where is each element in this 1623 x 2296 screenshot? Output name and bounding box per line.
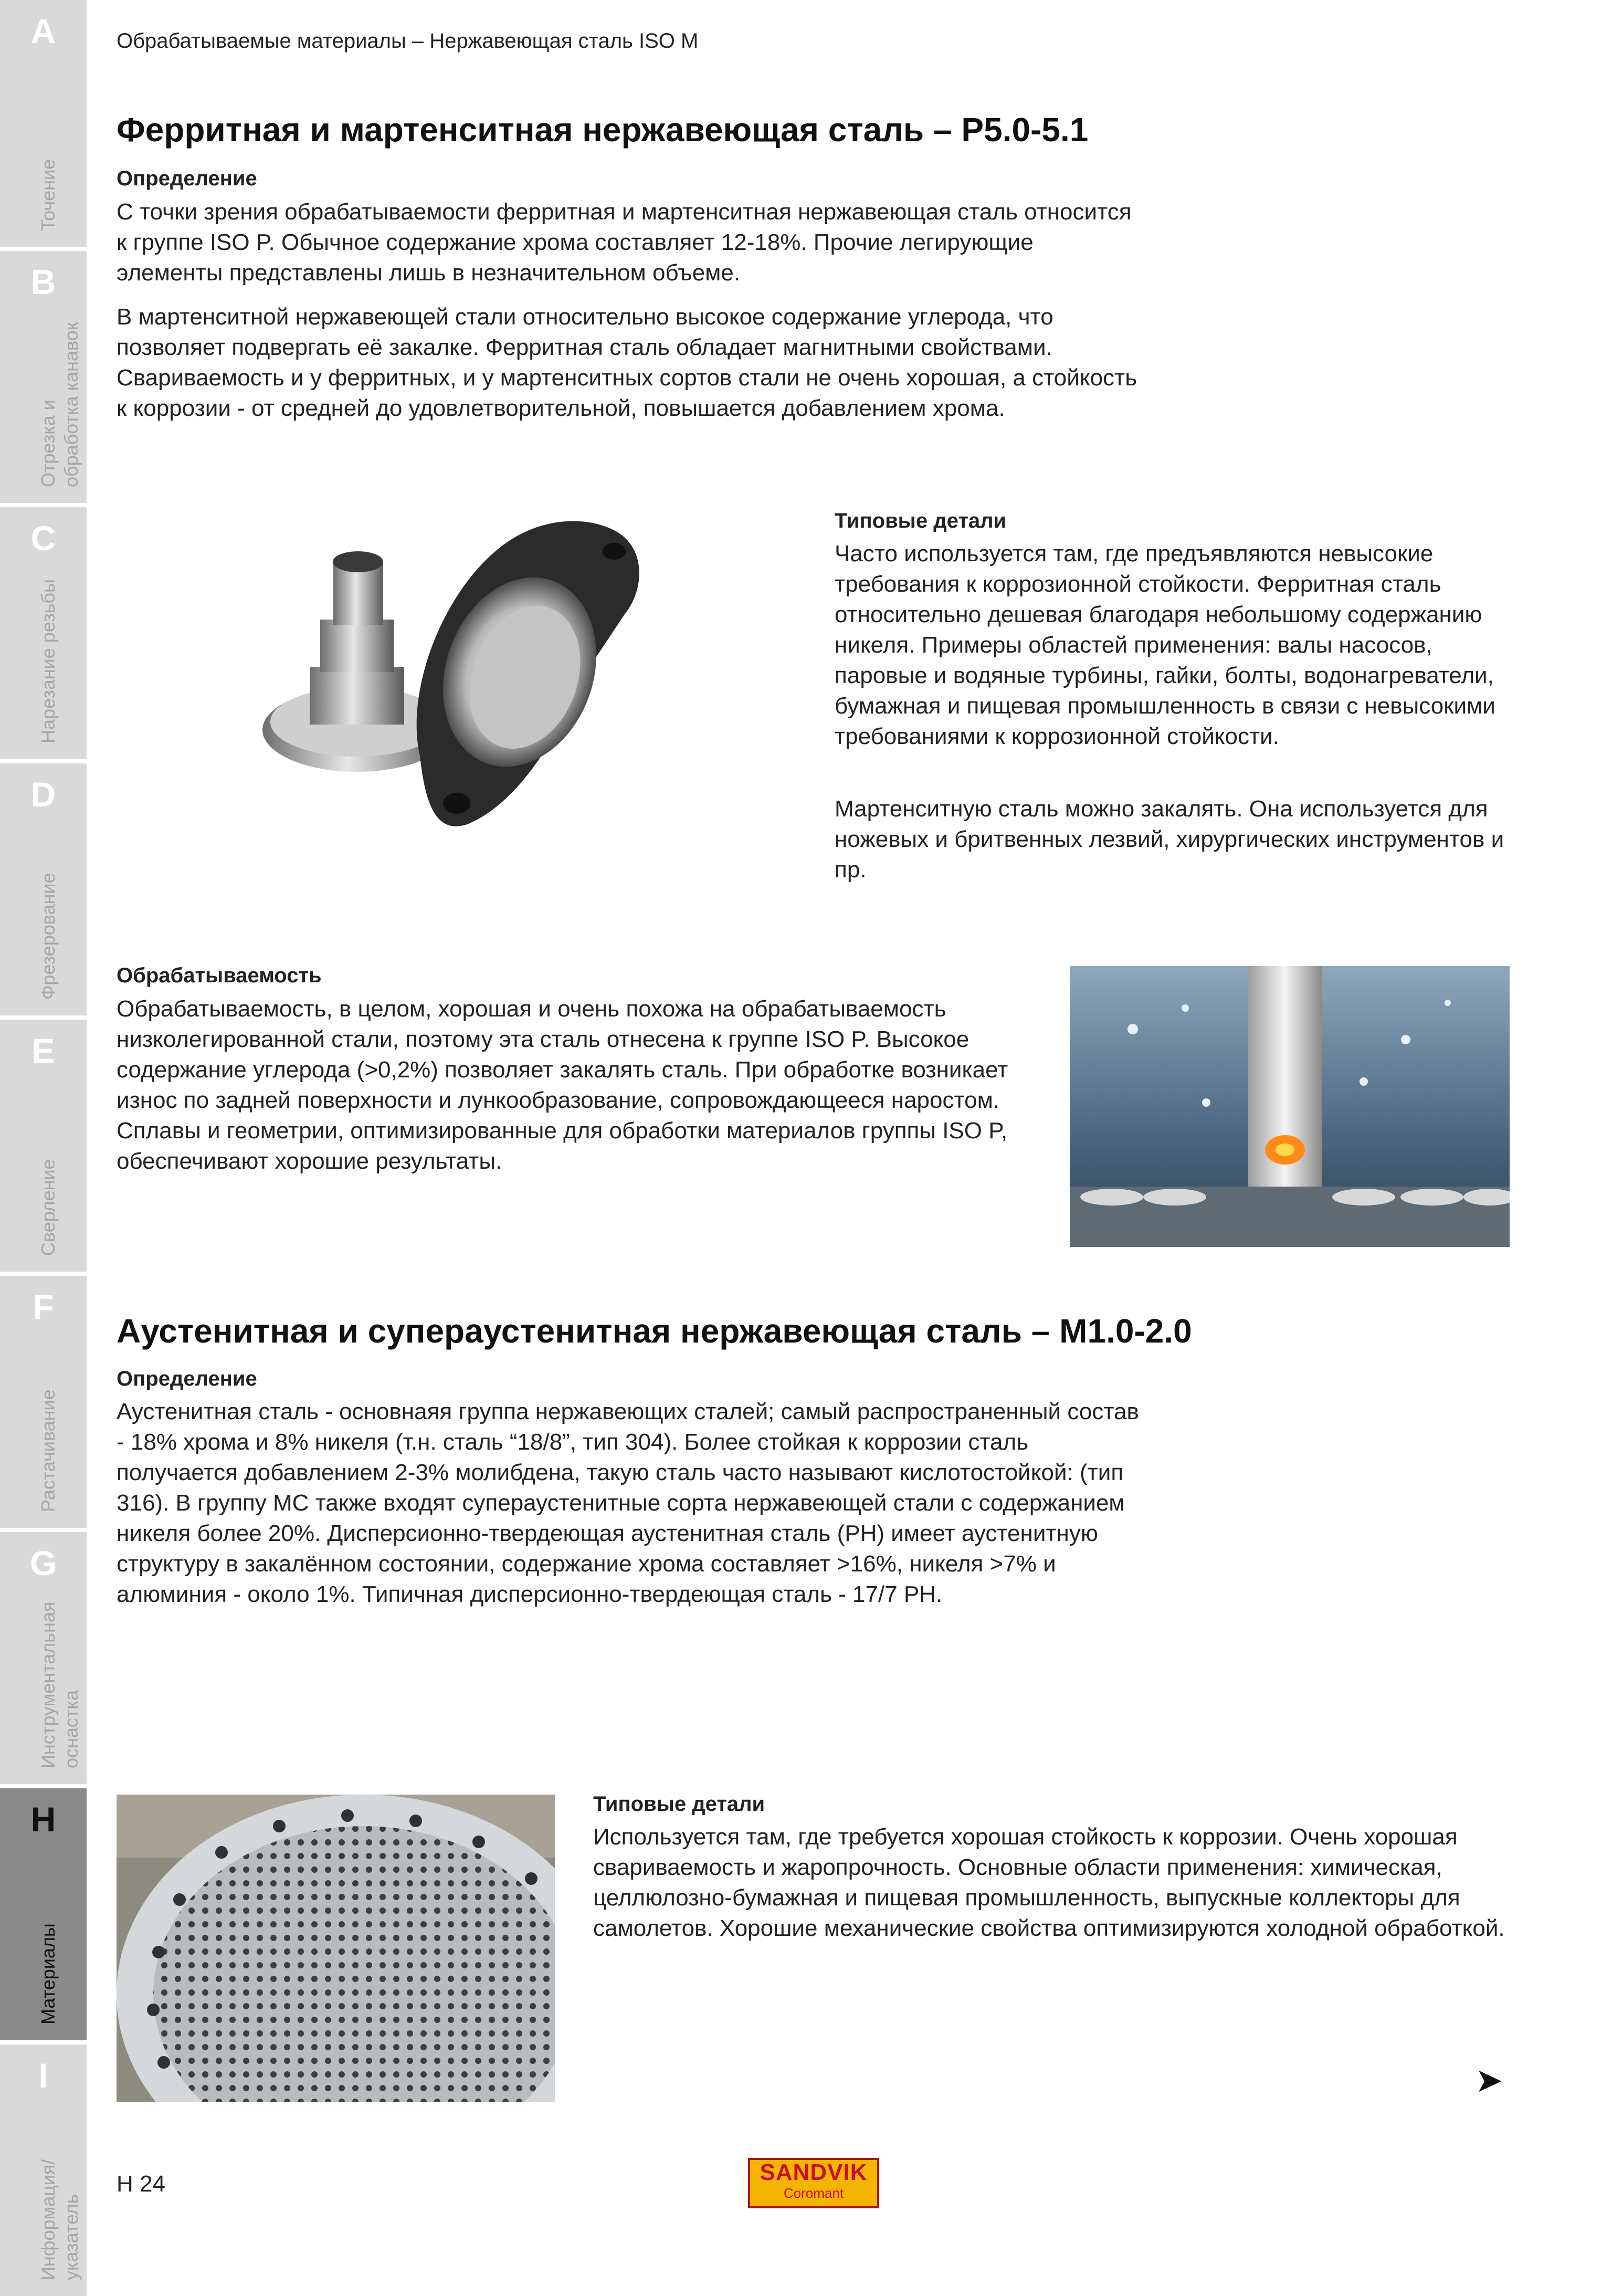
tab-letter: G	[29, 1544, 57, 1582]
sandvik-coromant-logo	[748, 2158, 879, 2208]
definition-paragraph: Аустенитная сталь - основнаяя группа нержавеющих сталей; самый распространенный состав - 18% хрома и 8% никеля (т.н. сталь “18/8”, тип 304). Более стойкая к коррозии сталь получается добавлением 2-3% молибдена, такую сталь часто называют кислотостойкой: (тип 316). В группу MC также входят супераустенитные сорта нержавеющей стали с содержанием никеля более 20%. Дисперсионно-твердеющая аустенитная сталь (PH) имеет аустенитную структуру в закалённом состоянии, содержание хрома составляет >16%, никеля >7% и алюминия - около 1%. Типичная дисперсионно-твердеющая сталь - 17/7 PH.	[117, 1399, 1139, 1607]
tab-letter: H	[30, 1800, 56, 1839]
tab-label: Фрезерование	[37, 873, 59, 1000]
machinability-title: Обрабатываемость	[117, 964, 322, 987]
section-tab-bar	[0, 0, 87, 2296]
tab-label: Инструментальная оснастка	[37, 1601, 82, 1768]
definition-title: Определение	[117, 167, 257, 190]
tab-label: Растачивание	[37, 1389, 59, 1512]
tab-information-index[interactable]	[0, 2045, 87, 2296]
machinability-paragraph: Обрабатываемость, в целом, хорошая и очень похожа на обрабатываемость низколегированной стали, поэтому эта сталь отнесена к группе ISO P. Высокое содержание углерода (>0,2%) позволяет закалять сталь. При обработке возникает износ по задней поверхности и лункообразование, сопровождающееся наростом. Сплавы и геометрии, оптимизированные для обработки материалов группы ISO P, обеспечивают хорошие результаты.	[117, 996, 1008, 1174]
tab-letter: I	[38, 2056, 48, 2095]
section-heading-ferritic: Ферритная и мартенситная нержавеющая сталь – P5.0-5.1	[117, 111, 1089, 149]
tab-label: Материалы	[37, 1923, 59, 2025]
section-heading-austenitic: Аустенитная и супераустенитная нержавеющая сталь – M1.0-2.0	[117, 1312, 1192, 1350]
logo-brand: SANDVIK	[760, 2159, 868, 2185]
tab-parting-grooving[interactable]	[0, 251, 87, 507]
tab-letter: E	[31, 1031, 55, 1070]
tab-drilling[interactable]	[0, 1020, 87, 1276]
drilling-coolant-photo	[1070, 966, 1510, 1247]
tab-boring[interactable]	[0, 1276, 87, 1532]
flange-illustration	[247, 509, 677, 845]
drilling-illustration	[1070, 966, 1510, 1247]
tubesheet-photo	[117, 1795, 555, 2102]
tab-label: Отрезка и обработка канавок	[37, 322, 82, 487]
typical-parts-paragraph: Используется там, где требуется хорошая стойкость к коррозии. Очень хорошая свариваемость и жаропрочность. Основные области применения: химическая, целлюлозно-бумажная и пищевая промышленность, выпускные коллекторы для самолетов. Хорошие механические свойства оптимизируются холодной обработкой.	[593, 1824, 1505, 1941]
typical-parts-paragraph-2: Мартенситную сталь можно закалять. Она используется для ножевых и бритвенных лезвий, хирургических инструментов и пр.	[835, 796, 1504, 883]
typical-parts-paragraph-1: Часто используется там, где предъявляются невысокие требования к коррозионной стойкости. Ферритная сталь относительно дешевая благодаря небольшому содержанию никеля. Примеры областей применения: валы насосов, паровые и водяные турбины, гайки, болты, водонагреватели, бумажная и пищевая промышленность в связи с невысокими требованиями к коррозионной стойкости.	[835, 541, 1495, 749]
flange-part-photo	[247, 509, 677, 845]
tab-letter: C	[30, 519, 56, 558]
tab-materials[interactable]	[0, 1788, 87, 2045]
tab-letter: A	[30, 12, 56, 50]
tab-label: Сверление	[37, 1159, 59, 1256]
definition-paragraph-2: В мартенситной нержавеющей стали относительно высокое содержание углерода, что позволяет подвергать её закалке. Ферритная сталь обладает магнитными свойствами. Свариваемость и у ферритных, и у мартенситных сортов стали не очень хорошая, а стойкость к коррозии - от средней до удовлетворительной, повышается добавлением хрома.	[117, 304, 1137, 421]
running-header: Обрабатываемые материалы – Нержавеющая сталь ISO M	[117, 29, 699, 53]
tab-label: Точение	[37, 159, 59, 231]
definition-paragraph-1: С точки зрения обрабатываемости ферритная и мартенситная нержавеющая сталь относится к группе ISO P. Обычное содержание хрома составляет 12-18%. Прочие легирующие элементы представлены лишь в незначительном объеме.	[117, 199, 1132, 286]
tab-letter: F	[33, 1287, 54, 1326]
typical-parts-title: Типовые детали	[835, 509, 1007, 532]
tab-turning[interactable]	[0, 0, 87, 251]
definition-title: Определение	[117, 1367, 257, 1390]
typical-parts-title: Типовые детали	[593, 1792, 765, 1816]
tubesheet-illustration	[117, 1795, 555, 2102]
page-number: H 24	[117, 2171, 165, 2197]
tab-threading[interactable]	[0, 507, 87, 763]
tab-letter: D	[30, 775, 56, 814]
logo-subbrand: Coromant	[783, 2185, 844, 2201]
tab-letter: B	[30, 263, 56, 301]
tab-tool-holding[interactable]	[0, 1532, 87, 1788]
next-page-arrow-icon[interactable]: ➤	[1475, 2061, 1503, 2099]
tab-label: Нарезание резьбы	[37, 579, 59, 743]
tab-milling[interactable]	[0, 763, 87, 1020]
tab-label: Информация/ указатель	[37, 2159, 82, 2280]
